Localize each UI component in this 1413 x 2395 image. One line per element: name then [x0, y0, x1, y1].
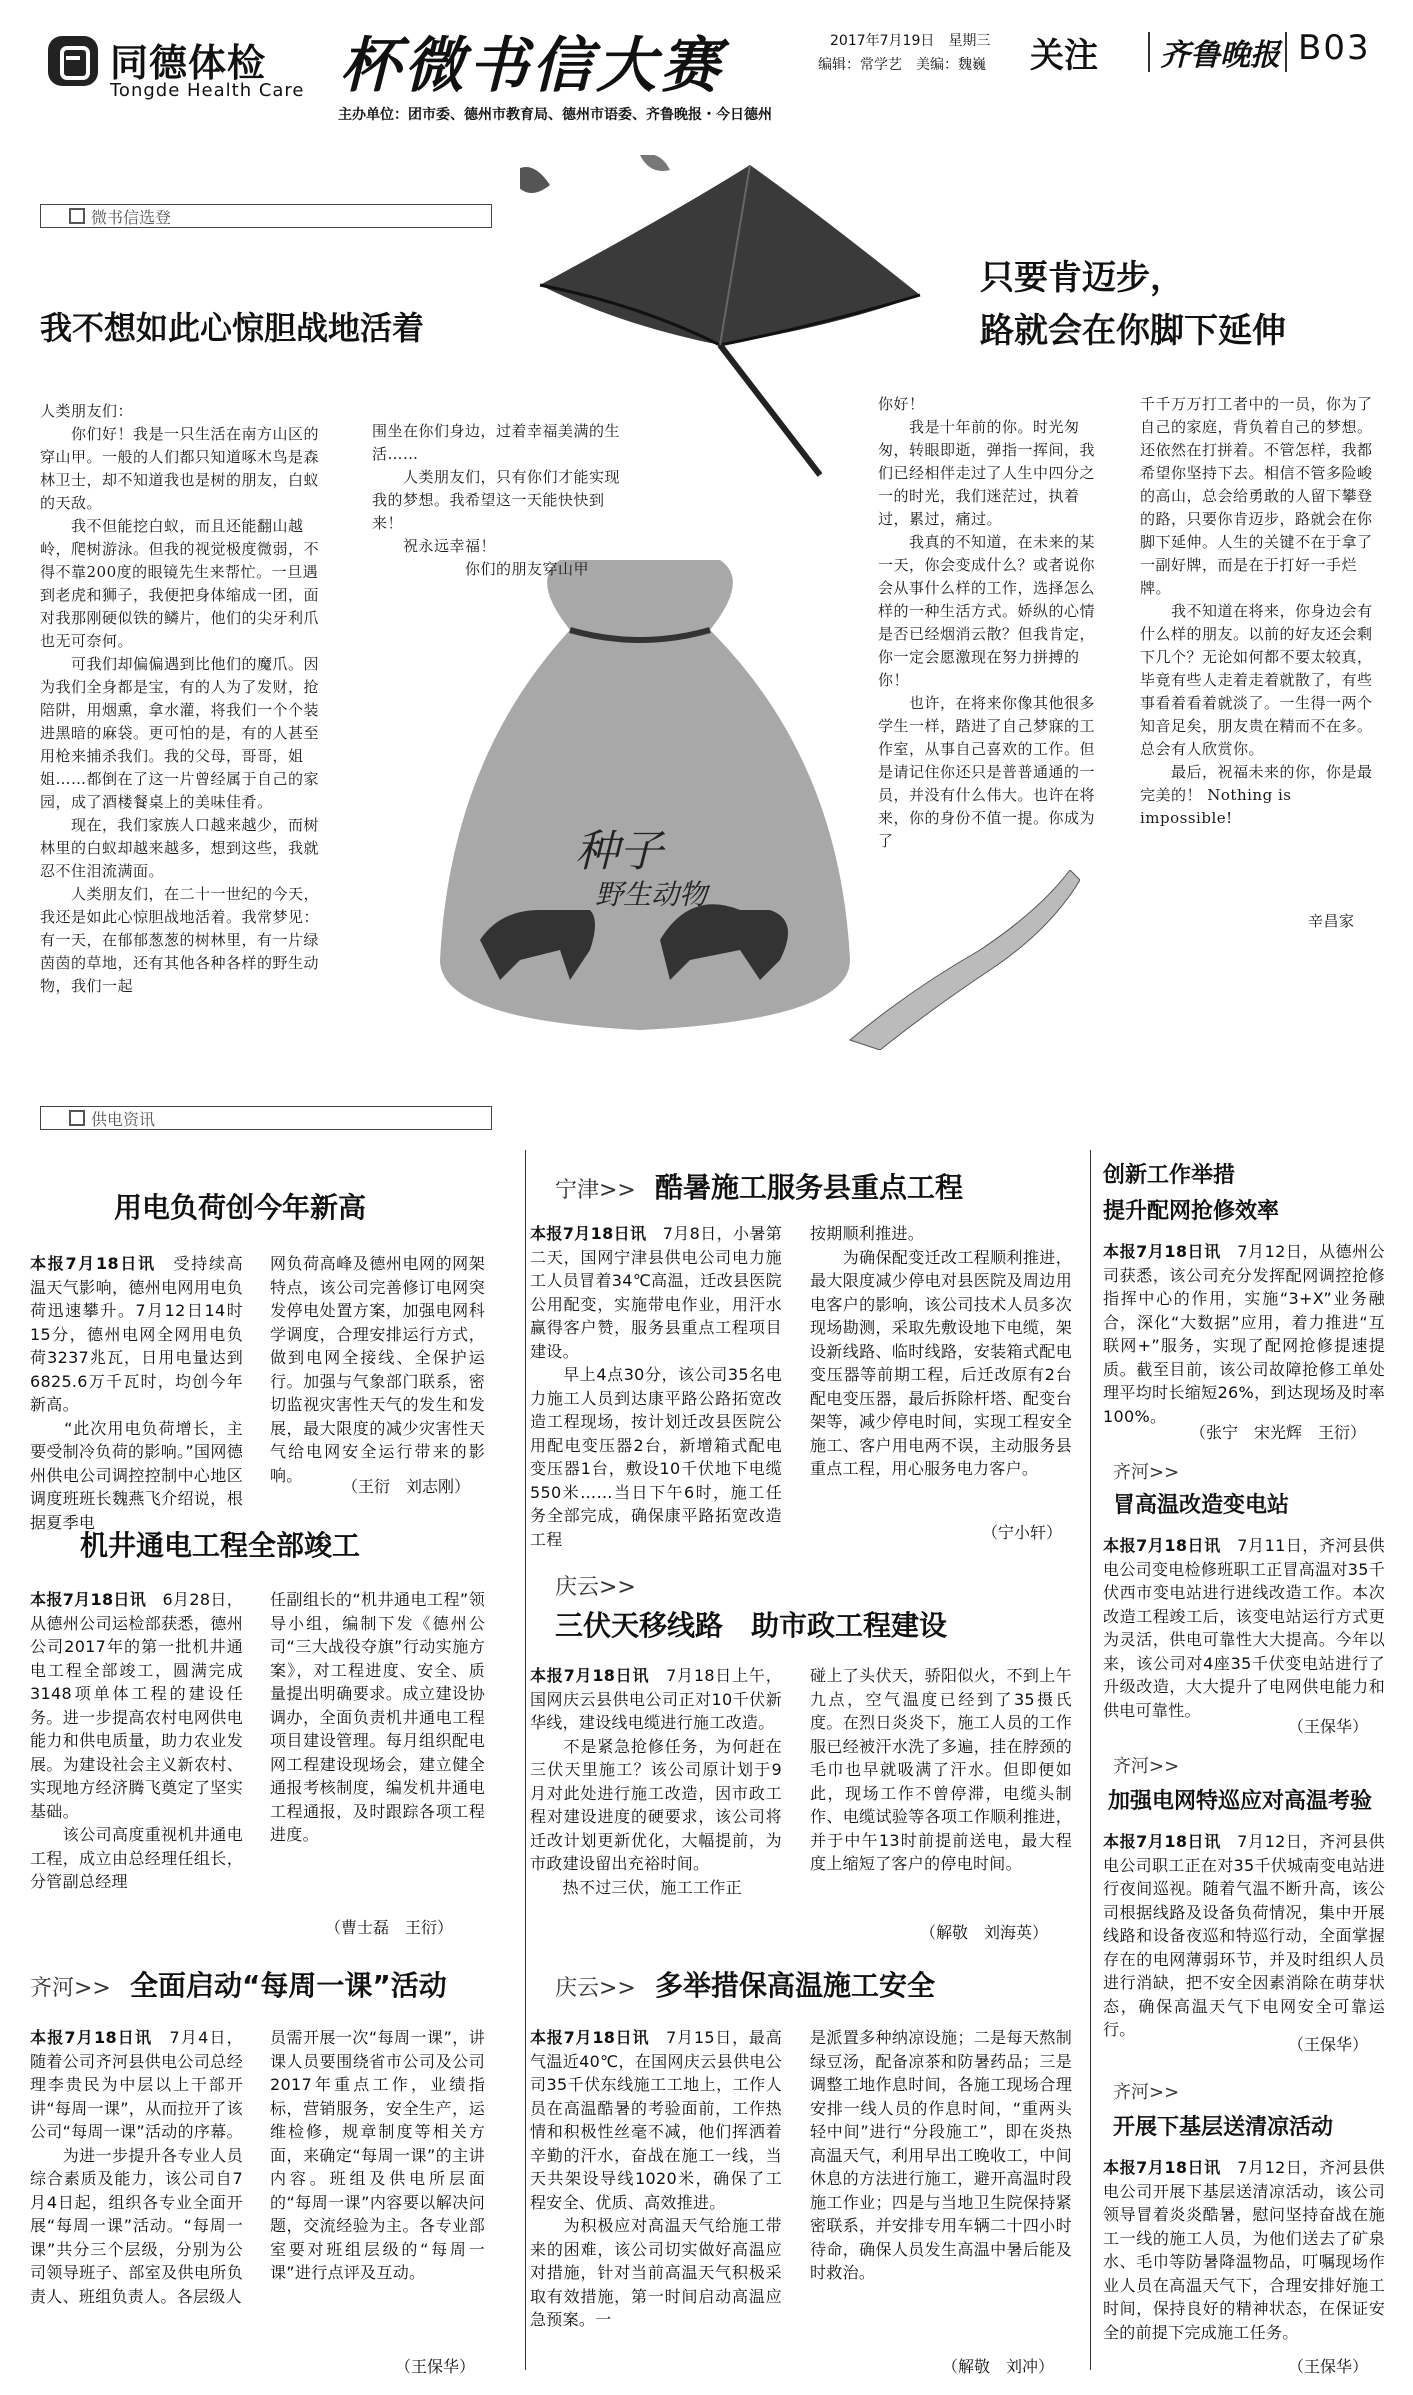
article4-credit: （宁小轩） [982, 1523, 1063, 1542]
tongde-logo-icon [48, 36, 98, 86]
article10-headline: 开展下基层送清凉活动 [1113, 2115, 1334, 2140]
article1-col1-text: 受持续高温天气影响，德州电网用电负荷迅速攀升。7月12日14时15分，德州电网全网用电负荷3237兆瓦，日用电量达到6825.6万千瓦时，均创今年新高。 “此次用电负荷增长，主要受制冷负荷的影响。”国网德州供电公司调控控制中心地区调度班班长魏燕飞介绍说，根据夏季电 [30, 1254, 243, 1532]
letter2-column1: 你好！ 我是十年前的你。时光匆匆，转眼即逝，弹指一挥间，我们已经相伴走过了人生中四分之一的时光，我们迷茫过，执着过，累过，痛过。 我真的不知道，在未来的某一天，你会变成什么？或者说你会从事什么样的工作，选择怎么样的一种生活方式。娇纵的心情是否已经烟消云散？但我肯定，你一定会愿激现在努力拼搏的你！ 也许，在将来你像其他很多学生一样，踏进了自己梦寐的工作室，从事自己喜欢的工作。但是请记住你还只是普普通通的一员，并没有什么伟大。也许在将来，你的身份不值一提。你成为了 [878, 395, 1096, 850]
brand-name-en: Tongde Health Care [110, 80, 305, 101]
article10-credit: （王保华） [1288, 2357, 1369, 2376]
editors: 编辑：常学艺 美编：魏巍 [818, 57, 986, 73]
article1-col2: 网负荷高峰及德州电网的网架特点，该公司完善修订电网突发停电处置方案，加强电网科学调度，合理安排运行方式，做到电网全接线、全保护运行。加强与气象部门联系，密切监视灾害性天气的发生和发展，最大限度的减少灾害性天气给电网安全运行带来的影响。 [270, 1254, 485, 1485]
article3-header [30, 1964, 447, 2004]
article3-headline: 全面启动“每周一课”活动 [129, 1969, 447, 2002]
section-label: 微书信选登 [91, 207, 172, 227]
article5-headline: 三伏天移线路 助市政工程建设 [555, 1609, 948, 1642]
article9-location: 齐河>> [1113, 1756, 1180, 1777]
article8-lead: 本报7月18日讯 [1103, 1536, 1221, 1555]
article2-col1-text: 6月28日，从德州公司运检部获悉，德州公司2017年的第一批机井通电工程全部竣工，圆满完成3148项单体工程的建设任务。进一步提高农村电网供电能力和供电质量，助力农业发展。为建设社会主义新农村、实现地方经济腾飞奠定了坚实基础。 该公司高度重视机井通电工程，成立由总经理任组长，分管副总经理 [30, 1590, 243, 1891]
issue-date: 2017年7月19日 星期三 [830, 33, 991, 49]
article6-headline: 多举措保高温施工安全 [654, 1969, 935, 2002]
article3-credit: （王保华） [395, 2357, 476, 2376]
article8-location: 齐河>> [1113, 1462, 1180, 1483]
section-label: 供电资讯 [91, 1109, 156, 1129]
article5-col1-text: 7月18日上午，国网庆云县供电公司正对10千伏新华线，建设线电缆进行施工改造。 不是紧急抢修任务，为何赶在三伏天里施工？该公司原计划于9月对此处进行施工改造，因市政工程对建设进度的硬要求，该公司将迁改计划更新优化，大幅提前，为市政建设留出充裕时间。 热不过三伏，施工工作正 [530, 1666, 782, 1897]
article1-headline: 用电负荷创今年新高 [114, 1191, 367, 1224]
article4-header [555, 1166, 963, 1206]
seed-bag-illustration [420, 560, 870, 1030]
letter1-headline: 我不想如此心惊胆战地活着 [40, 309, 425, 347]
column-name: 关注 [1030, 36, 1098, 76]
section-icon [69, 1110, 85, 1126]
article7-credit: （张宁 宋光辉 王衍） [1190, 1423, 1367, 1442]
article7-lead: 本报7月18日讯 [1103, 1242, 1221, 1261]
masthead-divider-2 [1285, 32, 1287, 72]
section-header-letters [40, 204, 492, 228]
article1-col1 [30, 1252, 243, 1534]
article5-credit: （解敬 刘海英） [920, 1923, 1049, 1942]
article6-header [555, 1964, 935, 2004]
letter1-column2: 围坐在你们身边，过着幸福美满的生活…… 人类朋友们，只有你们才能实现我的梦想。我希望这一天能快快到来！ 祝永远幸福！ 你们的朋友穿山甲 [372, 422, 621, 578]
masthead [0, 0, 1413, 140]
article6-col1-text: 7月15日，最高气温近40℃，在国网庆云县供电公司35千伏东线施工工地上，工作人员在高温酷暑的考验面前，工作热情和积极性丝毫不减，他们挥洒着辛勤的汗水，奋战在施工一线，当天共架设导线1020米，确保了工程安全、优质、高效推进。 为积极应对高温天气给施工带来的困难，该公司切实做好高温应对措施，针对当前高温天气积极采取有效措施，第一时间启动高温应急预案。一 [530, 2028, 782, 2329]
page-number: B03 [1298, 28, 1371, 68]
organizers: 主办单位：团市委、德州市教育局、德州市语委、齐鲁晚报・今日德州 [338, 107, 772, 123]
article2-credit: （曹士磊 王衍） [325, 1918, 454, 1937]
article2-lead: 本报7月18日讯 [30, 1590, 147, 1609]
article6-col2: 是派置多种纳凉设施；二是每天熬制绿豆汤，配备凉茶和防暑药品；三是调整工地作息时间，各施工现场合理安排一线人员的作息时间，“重两头轻中间”进行“分段施工”，即在炎热高温天气，利用早出工晚收工，中间休息的方法进行施工，避开高温时段施工作业；四是与当地卫生院保持紧密联系，并安排专用车辆二十四小时待命，确保人员发生高温中暑后能及时救治。 [810, 2028, 1072, 2282]
article3-col1-text: 7月4日，随着公司齐河县供电公司总经理李贵民为中层以上干部开讲“每周一课”，从而拉开了该公司“每周一课”活动的序幕。 为进一步提升各专业人员综合素质及能力，该公司自7月4日起，组织各专业全面开展“每周一课”活动。“每周一课”共分三个层级，分别为公司领导班子、部室及供电所负责人、班组负责人。各层级人 [30, 2028, 243, 2306]
article10-body [1103, 2156, 1385, 2344]
brand-name: 同德体检 [110, 41, 267, 85]
article5-lead: 本报7月18日讯 [530, 1666, 650, 1685]
article1-lead: 本报7月18日讯 [30, 1254, 156, 1273]
article1-credit: （王衍 刘志刚） [342, 1477, 471, 1496]
article7-headline-2: 提升配网抢修效率 [1103, 1199, 1280, 1224]
article10-lead: 本报7月18日讯 [1103, 2158, 1221, 2177]
article4-headline: 酷暑施工服务县重点工程 [654, 1171, 963, 1204]
column-divider-right [1090, 1150, 1091, 2370]
article3-lead: 本报7月18日讯 [30, 2028, 153, 2047]
article8-body-text: 7月11日，齐河县供电公司变电检修班职工正冒高温对35千伏西市变电站进行进线改造工作。本次改造工程竣工后，该变电站运行方式更为灵活，供电可靠性大大提高。今年以来，该公司对4座35千伏变电站进行了升级改造，大大提升了电网供电能力和供电可靠性。 [1103, 1536, 1385, 1720]
article5-col2: 碰上了头伏天，骄阳似火，不到上午九点，空气温度已经到了35摄氏度。在烈日炎炎下，施工人员的工作服已经被汗水洗了多遍，挂在脖颈的毛巾也早就吸满了汗水。但即便如此，现场工作不曾停滞，电缆头制作、电缆试验等各项工作顺利推进，并于中午13时前提前送电，最大程度上缩短了客户的停电时间。 [810, 1666, 1072, 1873]
article9-credit: （王保华） [1288, 2035, 1369, 2054]
article4-col1-text: 7月8日，小暑第二天，国网宁津县供电公司电力施工人员冒着34℃高温，迁改县医院公用配变，实施带电作业，用汗水赢得客户赞，服务县重点工程项目建设。 早上4点30分，该公司35名电力施工人员到达康平路公路拓宽改造工程现场，按计划迁改县医院公用配电变压器2台，新增箱式配电变压器1台，敷设10千伏地下电缆550米……当日下午6时，施工任务全部完成，确保康平路拓宽改造工程 [530, 1224, 782, 1549]
article7-body [1103, 1240, 1385, 1428]
article7-body-text: 7月12日，从德州公司获悉，该公司充分发挥配网调控抢修指挥中心的作用，实施“3+X”业务融合，深化“大数据”应用，着力推进“互联网+”服务，实现了配网抢修提速提质。截至目前，该公司故障抢修工单处理平均时长缩短26%，到达现场及时率100%。 [1103, 1242, 1385, 1426]
article8-headline: 冒高温改造变电站 [1113, 1493, 1290, 1518]
section-header-power [40, 1106, 492, 1130]
column-divider-left [525, 1150, 526, 2370]
article10-body-text: 7月12日，齐河县供电公司开展下基层送清凉活动，该公司领导冒着炎炎酷暑，慰问坚持奋战在施工一线的施工人员，为他们送去了矿泉水、毛巾等防暑降温物品，叮嘱现场作业人员在高温天气下，合理安排好施工时间，保持良好的精神状态，在保证安全的前提下完成施工任务。 [1103, 2158, 1385, 2342]
contest-title: 杯微书信大赛 [340, 31, 724, 101]
article2-col1 [30, 1588, 243, 1894]
letter1-column1: 人类朋友们： 你们好！我是一只生活在南方山区的穿山甲。一般的人们都只知道啄木鸟是森林卫士，却不知道我也是树的朋友，白蚁的天敌。 我不但能挖白蚁，而且还能翻山越岭，爬树游泳。但我的视觉极度微弱，不得不靠200度的眼镜先生来帮忙。一旦遇到老虎和狮子，我便把身体缩成一团，面对我那刚硬似铁的鳞片，他们的尖牙利爪也无可奈何。 可我们却偏偏遇到比他们的魔爪。因为我们全身都是宝，有的人为了发财，抢陪阱，用烟熏，拿水灌，将我们一个个装进黑暗的麻袋。更可怕的是，有的人甚至用枪来捕杀我们。我的父母，哥哥，姐姐……都倒在了这一片曾经属于自己的家园，成了酒楼餐桌上的美味佳肴。 现在，我们家族人口越来越少，而树林里的白蚁却越来越多，想到这些，我就忍不住泪流满面。 人类朋友们，在二十一世纪的今天，我还是如此心惊胆战地活着。我常梦见：有一天，在郁郁葱葱的树林里，有一片绿茵茵的草地，还有其他各种各样的野生动物，我们一起 [40, 402, 320, 995]
article6-credit: （解敬 刘冲） [942, 2357, 1055, 2376]
paper-name: 齐鲁晚报 [1160, 38, 1280, 73]
article5-location: 庆云>> [555, 1575, 636, 1600]
article7-headline-1: 创新工作举措 [1103, 1163, 1236, 1188]
article4-lead: 本报7月18日讯 [530, 1224, 647, 1243]
article6-location: 庆云>> [555, 1976, 636, 2001]
letter2-headline-1: 只要肯迈步， [980, 258, 1184, 298]
article3-col2: 员需开展一次“每周一课”，讲课人员要围绕省市公司及公司2017年重点工作，业绩指标，营销服务，安全生产，运维检修，规章制度等相关方面，来确定“每周一课”的主讲内容。班组及供电所层面的“每周一课”内容要以解决问题，交流经验为主。各专业部室要对班组层级的“每周一课”进行点评及互动。 [270, 2028, 485, 2282]
article9-body-text: 7月12日，齐河县供电公司职工正在对35千伏城南变电站进行夜间巡视。随着气温不断升高，该公司根据线路及设备负荷情况，集中开展线路和设备夜巡和特巡行动，全面掌握存在的电网薄弱环节，并及时组织人员进行消缺，把不安全因素消除在萌芽状态，确保高温天气下电网安全可靠运行。 [1103, 1832, 1385, 2039]
article6-col1 [530, 2026, 782, 2332]
letter2-headline-2: 路就会在你脚下延伸 [980, 311, 1286, 351]
article9-body [1103, 1830, 1385, 2042]
bag-label-seed: 种子 [575, 826, 663, 877]
masthead-divider [1148, 32, 1150, 72]
article5-col1 [530, 1664, 782, 1899]
letter2-signature: 辛昌家 [1308, 912, 1355, 930]
article2-col2: 任副组长的“机井通电工程”领导小组，编制下发《德州公司“三大战役夺旗”行动实施方案》，对工程进度、安全、质量提出明确要求。成立建设协调办，全面负责机井通电工程项目建设管理。每月组织配电网工程建设现场会，建立健全通报考核制度，编发机井通电工程通报，及时跟踪各项工程进度。 [270, 1590, 485, 1844]
letter2-column2: 千千万万打工者中的一员，你为了自己的家庭，背负着自己的梦想。还依然在打拼着。不管怎样，我都希望你坚持下去。相信不管多险峻的高山，总会给勇敢的人留下攀登的路，只要你肯迈步，路就会在你脚下延伸。人生的关键不在于拿了一副好牌，而是在于打好一手烂牌。 我不知道在将来，你身边会有什么样的朋友。以前的好友还会剩下几个？无论如何都不要太较真，毕竟有些人走着走着就散了，有些事看着看着就淡了。一生得一两个知音足矣，朋友贵在精而不在多。总会有人欣赏你。 最后，祝福未来的你，你是最完美的！ Nothing is impossible! [1140, 395, 1373, 827]
bag-label-animals: 野生动物 [595, 878, 708, 911]
section-icon [69, 208, 85, 224]
article4-col1 [530, 1222, 782, 1551]
article9-headline: 加强电网特巡应对高温考验 [1108, 1789, 1373, 1814]
article8-credit: （王保华） [1288, 1717, 1369, 1736]
article8-body [1103, 1534, 1385, 1722]
article4-location: 宁津>> [555, 1178, 636, 1203]
article3-col1 [30, 2026, 243, 2308]
article2-headline: 机井通电工程全部竣工 [80, 1529, 361, 1562]
article4-col2: 按期顺利推进。 为确保配变迁改工程顺利推进，最大限度减少停电对县医院及周边用电客户的影响，该公司技术人员多次现场勘测，采取先敷设地下电缆，架设新线路、临时线路，安装箱式配电变压器等前期工程，后迁改原有2台配电变压器，最后拆除杆塔、配变台架等，减少停电时间，实现工程安全施工、客户用电两不误，主动服务县重点工程，用心服务电力客户。 [810, 1224, 1072, 1478]
article10-location: 齐河>> [1113, 2082, 1180, 2103]
article3-location: 齐河>> [30, 1976, 111, 2001]
stone-path-illustration [830, 870, 1080, 1050]
article6-lead: 本报7月18日讯 [530, 2028, 650, 2047]
article9-lead: 本报7月18日讯 [1103, 1832, 1221, 1851]
